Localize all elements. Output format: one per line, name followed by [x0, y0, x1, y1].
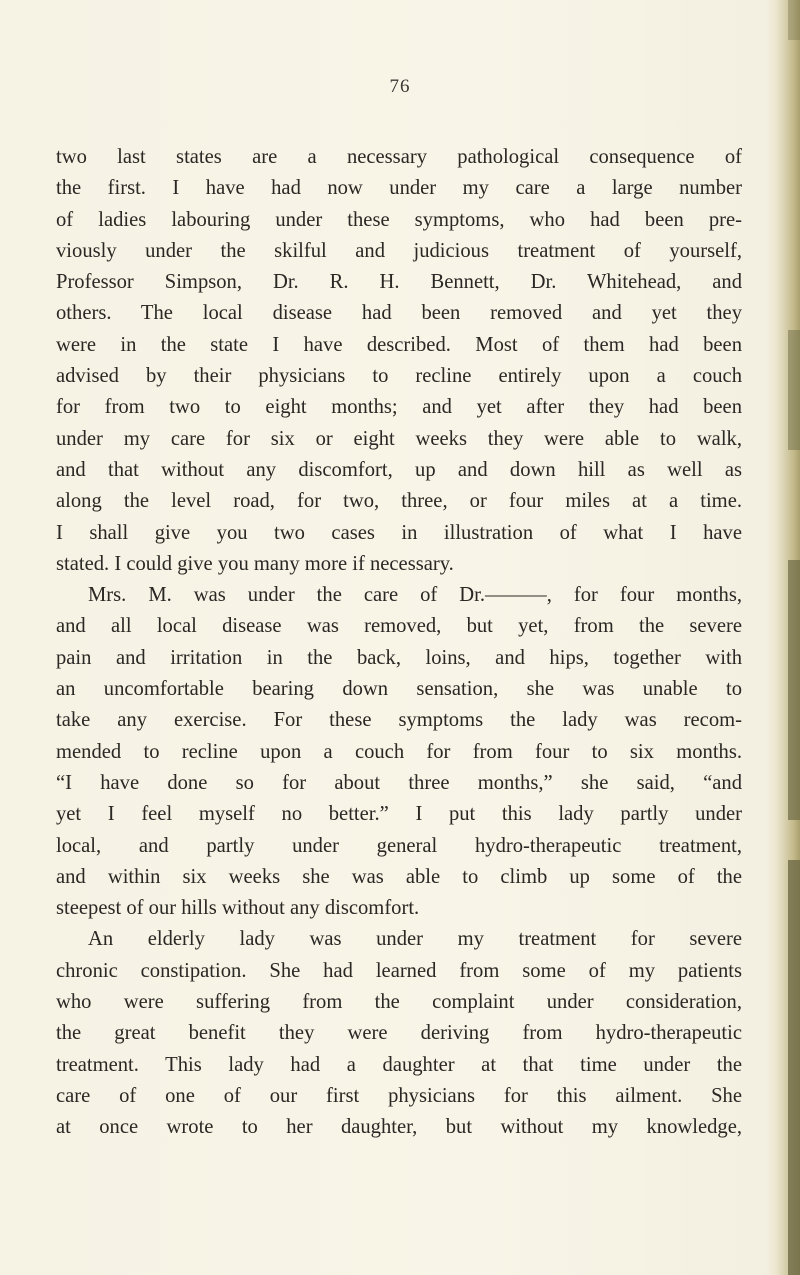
page-edge-dark-strip [788, 560, 800, 820]
text-line: under my care for six or eight weeks they were able to walk, [56, 427, 742, 450]
text-line: for from two to eight months; and yet after they had been [56, 396, 742, 419]
text-line: the first. I have had now under my care a large number [56, 177, 742, 200]
text-line: care of one of our first physicians for this ailment. She [56, 1084, 742, 1107]
text-line: two last states are a necessary pathological consequence of [56, 146, 742, 168]
text-line: and within six weeks she was able to climb up some of the [56, 865, 742, 888]
text-line: local, and partly under general hydro-therapeutic treatment, [56, 834, 742, 857]
text-line: the great benefit they were deriving from hydro-therapeutic [56, 1022, 742, 1045]
text-line: yet I feel myself no better.” I put this lady partly under [56, 803, 742, 826]
text-line: of ladies labouring under these symptoms, who had been pre- [56, 208, 742, 231]
text-line: at once wrote to her daughter, but without my knowledge, [56, 1116, 742, 1139]
text-line: viously under the skilful and judicious treatment of yourself, [56, 239, 742, 262]
text-line: others. The local disease had been removed and yet they [56, 302, 742, 325]
text-line: and that without any discomfort, up and down hill as well as [56, 458, 742, 481]
page-edge-dark-strip [788, 0, 800, 40]
text-line: an uncomfortable bearing down sensation, she was unable to [56, 678, 742, 701]
text-line: An elderly lady was under my treatment for severe [88, 928, 742, 951]
text-line: stated. I could give you many more if necessary. [56, 552, 454, 575]
page-edge-dark-strip [788, 860, 800, 1275]
text-line: Professor Simpson, Dr. R. H. Bennett, Dr. Whitehead, and [56, 271, 742, 294]
text-line: advised by their physicians to recline entirely upon a couch [56, 365, 742, 388]
text-line: were in the state I have described. Most of them had been [56, 333, 742, 356]
text-line: Mrs. M. was under the care of Dr.———, for four months, [88, 584, 742, 607]
text-line: along the level road, for two, three, or four miles at a time. [56, 490, 742, 513]
body-text [56, 142, 742, 1144]
text-line: treatment. This lady had a daughter at that time under the [56, 1053, 742, 1076]
text-line: chronic constipation. She had learned from some of my patients [56, 959, 742, 982]
page-edge-dark-strip [788, 330, 800, 450]
text-line: “I have done so for about three months,” she said, “and [56, 771, 742, 794]
page-number: 76 [389, 76, 411, 97]
text-line: I shall give you two cases in illustration of what I have [56, 521, 742, 544]
text-line: steepest of our hills without any discomfort. [56, 897, 420, 920]
text-line: mended to recline upon a couch for from four to six months. [56, 740, 742, 763]
text-line: take any exercise. For these symptoms the lady was recom- [56, 709, 742, 732]
text-line: and all local disease was removed, but yet, from the severe [56, 615, 742, 638]
text-line: pain and irritation in the back, loins, and hips, together with [56, 646, 742, 669]
text-line: who were suffering from the complaint under consideration, [56, 991, 742, 1014]
